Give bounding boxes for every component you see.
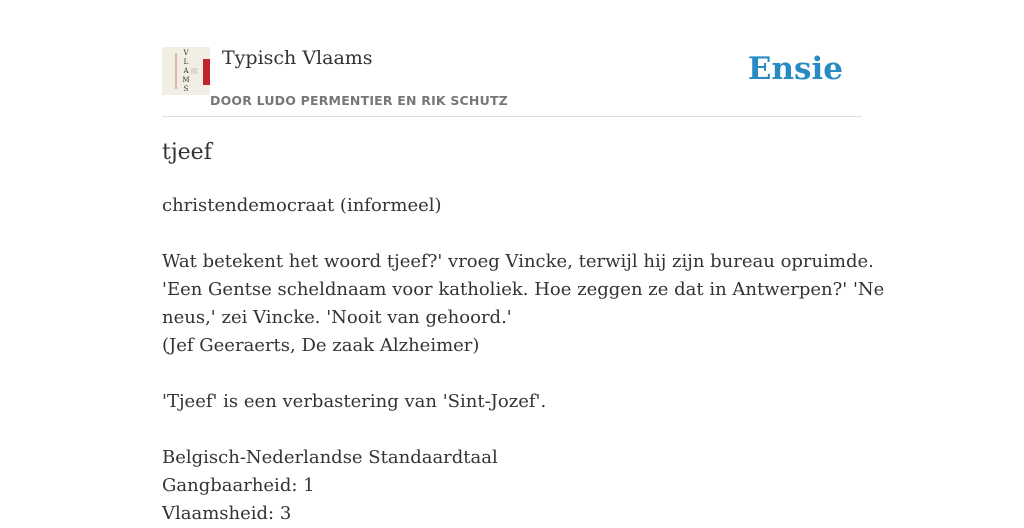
- entry-term: tjeef: [162, 140, 212, 165]
- entry-language: Belgisch-Nederlandse Standaardtaal: [162, 447, 498, 468]
- spacer: [162, 360, 862, 388]
- book-cover-logo[interactable]: [162, 47, 210, 95]
- quote-line: 'Een Gentse scheldnaam voor katholiek. Hoe zeggen ze dat in Antwerpen?' 'Ne: [162, 279, 885, 300]
- quote-source: (Jef Geeraerts, De zaak Alzheimer): [162, 335, 480, 356]
- ensie-brand-logo[interactable]: Ensie: [747, 51, 843, 87]
- logo-letter: L: [183, 58, 189, 66]
- logo-letter: A: [183, 67, 189, 75]
- logo-letter: S: [183, 85, 189, 93]
- quote-line: neus,' zei Vincke. 'Nooit van gehoord.': [162, 307, 512, 328]
- entry-flemishness: Vlaamsheid: 3: [162, 503, 292, 524]
- entry-definition: christendemocraat (informeel): [162, 195, 442, 216]
- entry-etymology: 'Tjeef' is een verbastering van 'Sint-Jozef'.: [162, 391, 547, 412]
- spacer: [162, 416, 862, 444]
- book-title[interactable]: Typisch Vlaams: [222, 47, 373, 69]
- entry-frequency: Gangbaarheid: 1: [162, 475, 315, 496]
- quote-line: Wat betekent het woord tjeef?' vroeg Vincke, terwijl hij zijn bureau opruimde.: [162, 251, 874, 272]
- logo-letter: V: [183, 49, 189, 57]
- book-cover-icon: [162, 47, 210, 95]
- logo-letter: M: [182, 76, 190, 84]
- entry-header: [162, 44, 862, 117]
- spacer: [162, 220, 862, 248]
- book-authors: DOOR LUDO PERMENTIER EN RIK SCHUTZ: [210, 93, 508, 108]
- entry-body: [162, 192, 885, 528]
